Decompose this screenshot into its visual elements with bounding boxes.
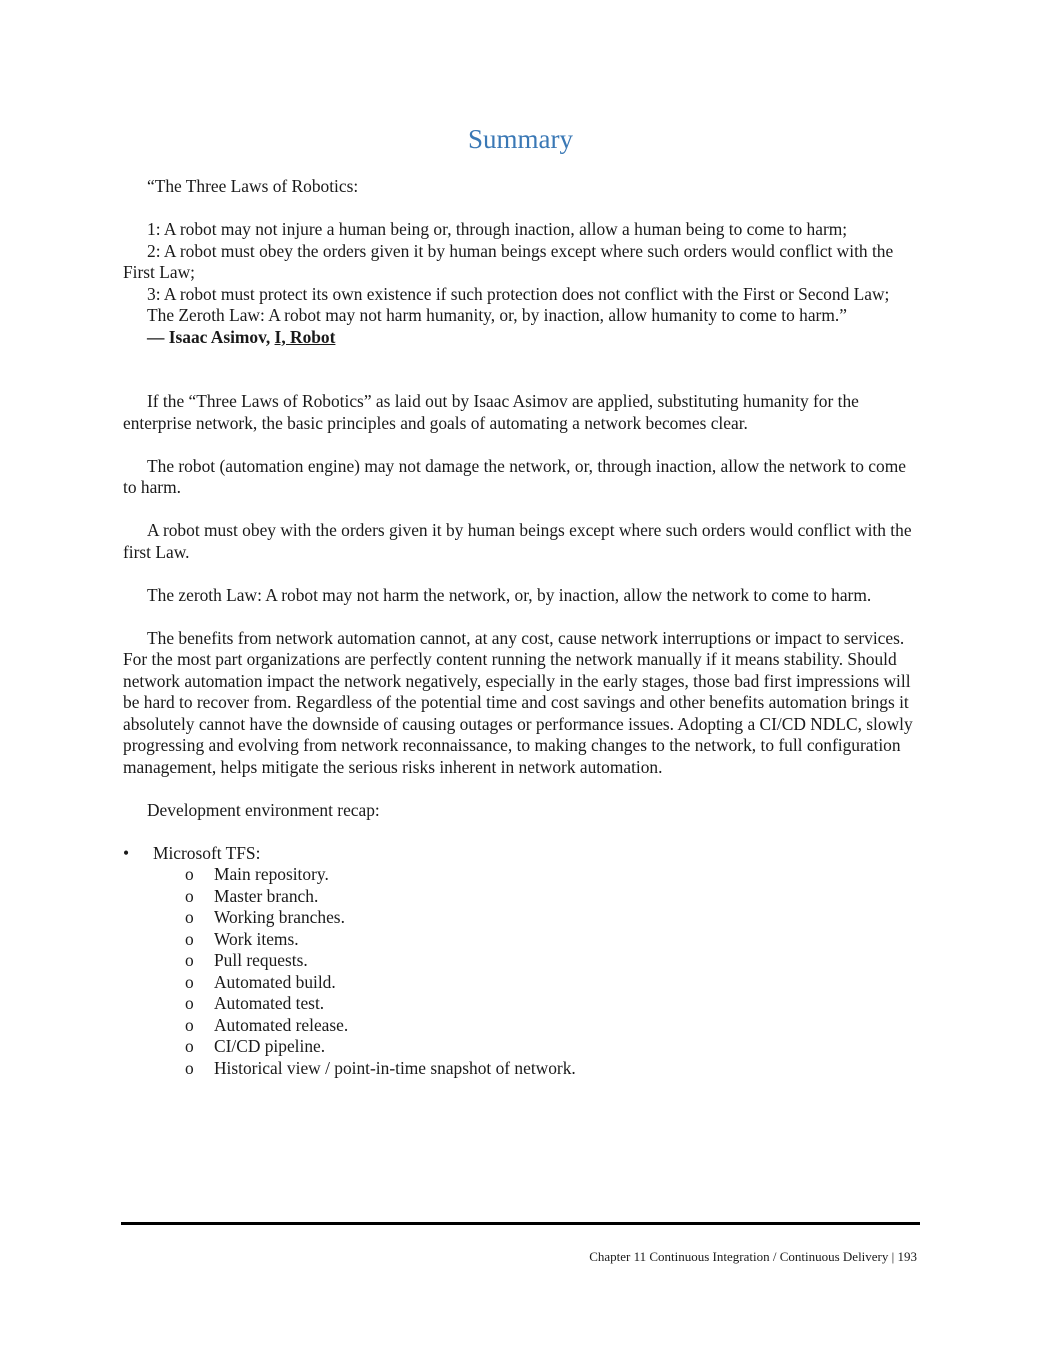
paragraph: The zeroth Law: A robot may not harm the network, or, by inaction, allow the network to come to harm. — [147, 584, 872, 605]
list-item-label: Automated release. — [214, 1014, 349, 1035]
list-item — [185, 929, 921, 951]
list-item-label: Main repository. — [214, 864, 329, 884]
list-item-label: Pull requests. — [214, 950, 308, 970]
circle-bullet-icon: o — [185, 1014, 194, 1035]
paragraph: Development environment recap: — [147, 799, 380, 820]
paragraph: If the “Three Laws of Robotics” as laid out by Isaac Asimov are applied, substituting humanity for the enterprise network, the basic principles and goals of automating a network becomes clear. — [123, 391, 859, 433]
list-item-label: Master branch. — [214, 885, 319, 906]
circle-bullet-icon: o — [185, 971, 194, 992]
list-item-label: Work items. — [214, 928, 299, 949]
circle-bullet-icon: o — [185, 907, 194, 927]
list-item — [185, 864, 921, 886]
list-item-label: Automated build. — [214, 971, 336, 992]
attribution-author: — Isaac Asimov, — [147, 326, 275, 347]
quote-intro: “The Three Laws of Robotics: — [147, 176, 359, 196]
quote-zeroth-law: The Zeroth Law: A robot may not harm humanity, or, by inaction, allow humanity to come to harm.” — [147, 305, 847, 325]
list-item — [185, 972, 921, 994]
section-heading: Summary — [468, 124, 573, 154]
paragraph: The robot (automation engine) may not damage the network, or, through inaction, allow the network to come to harm. — [123, 455, 906, 497]
footer-divider — [121, 1222, 920, 1225]
circle-bullet-icon: o — [185, 1036, 194, 1056]
attribution-book-link[interactable]: I, Robot — [274, 326, 336, 347]
quote-law-3: 3: A robot must protect its own existence if such protection does not conflict with the First or Second Law; — [147, 283, 890, 304]
list-item-label: Working branches. — [214, 907, 345, 927]
list-item — [185, 1058, 921, 1080]
circle-bullet-icon: o — [185, 950, 194, 970]
quote-attribution — [123, 327, 921, 349]
quote-law-1: 1: A robot may not injure a human being or, through inaction, allow a human being to come to harm; — [147, 219, 848, 239]
paragraph: The benefits from network automation cannot, at any cost, cause network interruptions or impact to services. For the most part organizations are perfectly content running the network manually if it means stability. Should network automation impact the network negatively, especially in the early stages, those bad first impressions will be hard to recover from. Regardless of the potential time and cost savings and other benefits automation brings it absolutely cannot have the downside of causing outages or performance issues. Adopting a CI/CD NDLC, slowly progressing and evolving from network reconnaissance, to making changes to the network, to full configuration management, helps mitigate the serious risks inherent in network automation. — [123, 627, 913, 777]
list-item — [185, 1015, 921, 1037]
list-item-label: Automated test. — [214, 993, 325, 1013]
quote-law-2: 2: A robot must obey the orders given it by human beings except where such orders would conflict with the First Law; — [123, 240, 894, 282]
bullet-label: Microsoft TFS: — [153, 842, 261, 863]
list-item — [185, 993, 921, 1015]
body-content — [123, 176, 921, 1079]
list-item — [185, 907, 921, 929]
bullet-icon: • — [123, 842, 130, 863]
list-item — [185, 1036, 921, 1058]
circle-bullet-icon: o — [185, 1057, 194, 1078]
bullet-item — [123, 843, 921, 865]
circle-bullet-icon: o — [185, 928, 194, 949]
circle-bullet-icon: o — [185, 864, 194, 884]
page-footer: Chapter 11 Continuous Integration / Continuous Delivery | 193 — [589, 1249, 917, 1264]
list-item — [185, 950, 921, 972]
list-item-label: CI/CD pipeline. — [214, 1036, 326, 1056]
circle-bullet-icon: o — [185, 885, 194, 906]
paragraph: A robot must obey with the orders given it by human beings except where such orders would conflict with the first Law. — [123, 520, 912, 562]
list-item — [185, 886, 921, 908]
sub-list — [123, 864, 921, 1079]
circle-bullet-icon: o — [185, 993, 194, 1013]
list-item-label: Historical view / point-in-time snapshot of network. — [214, 1057, 576, 1078]
